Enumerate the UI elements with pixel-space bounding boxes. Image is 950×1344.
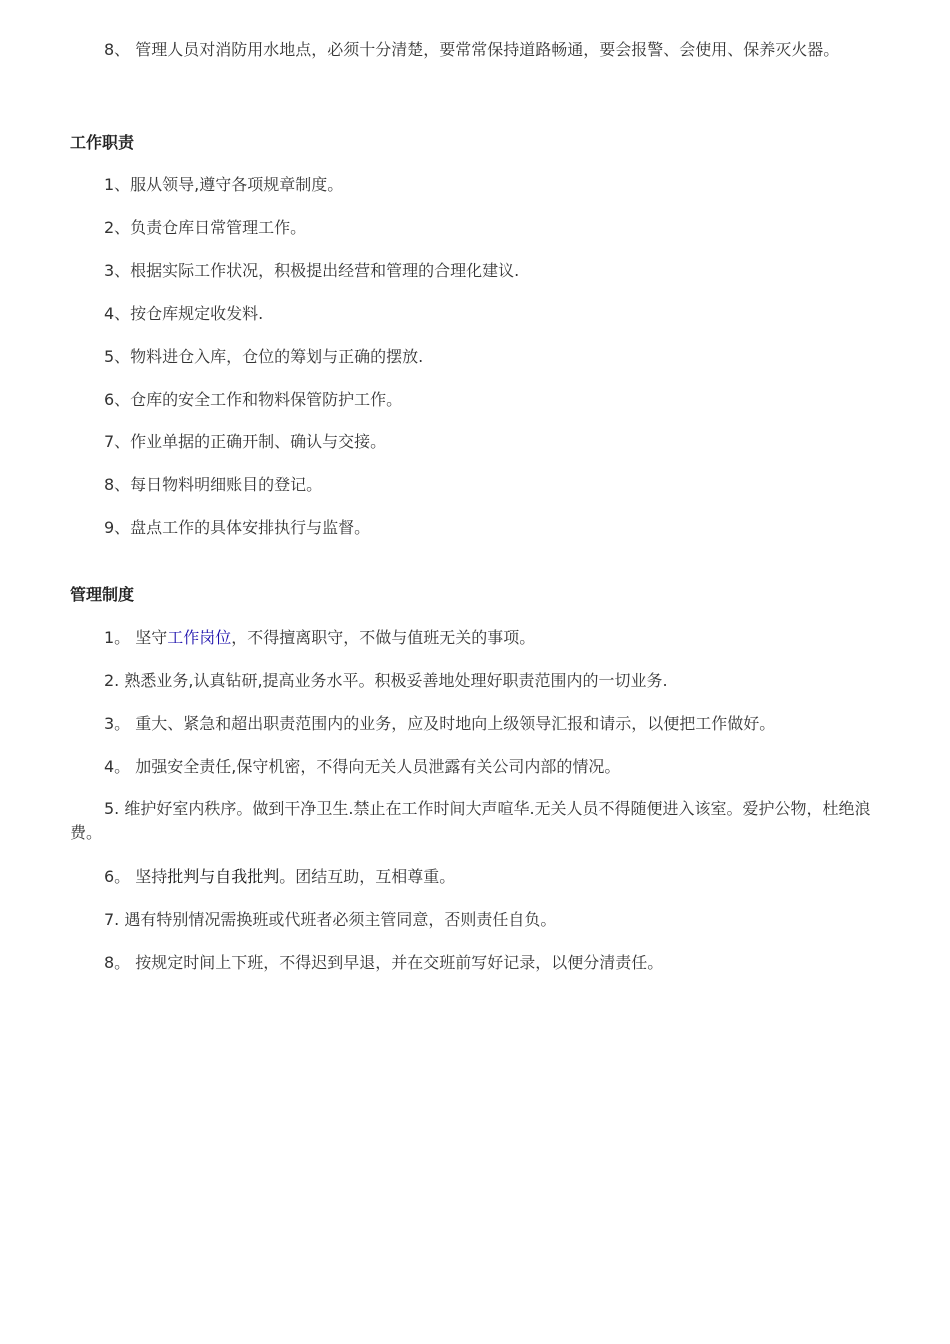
rule-item-1-suffix: ，不得擅离职守，不做与值班无关的事项。 <box>231 628 536 647</box>
rule-item-7: 7. 遇有特别情况需换班或代班者必须主管同意，否则责任自负。 <box>104 910 557 929</box>
rule-item-6-prefix: 6。 坚持 <box>104 867 168 886</box>
rule-item-4: 4。 加强安全责任,保守机密，不得向无关人员泄露有关公司内部的情况。 <box>104 757 621 776</box>
criticism-phrase: 批判与自我批判 <box>167 867 280 886</box>
duty-item-7: 7、作业单据的正确开制、确认与交接。 <box>104 432 387 451</box>
rule-item-6 <box>70 865 882 889</box>
section-heading-duties: 工作职责 <box>70 133 135 152</box>
duty-item-6: 6、仓库的安全工作和物料保管防护工作。 <box>104 390 403 409</box>
duty-item-9: 9、盘点工作的具体安排执行与监督。 <box>104 518 371 537</box>
rule-item-2: 2. 熟悉业务,认真钻研,提高业务水平。积极妥善地处理好职责范围内的一切业务. <box>104 671 668 690</box>
rule-item-1 <box>70 626 882 650</box>
rule-item-5: 5. 维护好室内秩序。做到干净卫生.禁止在工作时间大声喧华.无关人员不得随便进入该室。爱护公物，杜绝浪费。 <box>70 799 871 842</box>
duty-item-1: 1、服从领导,遵守各项规章制度。 <box>104 175 344 194</box>
duty-item-4: 4、按仓库规定收发料. <box>104 304 264 323</box>
intro-item-8: 8、 管理人员对消防用水地点，必须十分清楚，要常常保持道路畅通，要会报警、会使用、保养灭火器。 <box>104 40 840 59</box>
duty-item-5: 5、物料进仓入库，仓位的筹划与正确的摆放. <box>104 347 424 366</box>
work-post-link[interactable]: 工作岗位 <box>167 628 232 647</box>
rule-item-8: 8。 按规定时间上下班，不得迟到早退，并在交班前写好记录，以便分清责任。 <box>104 953 664 972</box>
rule-item-6-suffix: 。团结互助，互相尊重。 <box>279 867 456 886</box>
section-heading-rules: 管理制度 <box>70 585 135 604</box>
duty-item-8: 8、每日物料明细账目的登记。 <box>104 475 323 494</box>
rule-item-3: 3。 重大、紧急和超出职责范围内的业务，应及时地向上级领导汇报和请示，以便把工作做好。 <box>104 714 776 733</box>
rule-item-1-prefix: 1。 坚守 <box>104 628 168 647</box>
duty-item-3: 3、根据实际工作状况，积极提出经营和管理的合理化建议. <box>104 261 520 280</box>
duty-item-2: 2、负责仓库日常管理工作。 <box>104 218 307 237</box>
